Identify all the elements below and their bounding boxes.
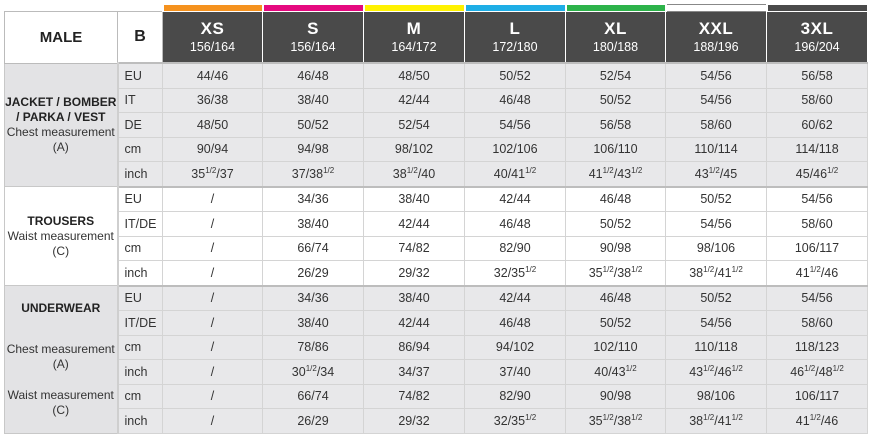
size-value-cell: 34/36	[263, 286, 364, 311]
size-height-range: 172/180	[492, 40, 538, 54]
size-value-cell: 54/56	[666, 63, 767, 88]
size-value-cell: 50/52	[465, 63, 566, 88]
size-value-cell: 110/114	[666, 137, 767, 162]
size-value-cell: 48/50	[364, 63, 465, 88]
size-header-3xl	[767, 12, 868, 64]
size-value-cell: $35^{1/2}/37$	[163, 162, 263, 187]
size-value-cell: 36/38	[163, 88, 263, 113]
size-value-cell: $40/43^{1/2}$	[566, 360, 666, 385]
size-value-cell: /	[163, 311, 263, 336]
category-cell	[5, 187, 118, 286]
unit-label: cm	[118, 335, 163, 360]
unit-label: inch	[118, 360, 163, 385]
unit-label: cm	[118, 236, 163, 261]
unit-label: EU	[118, 63, 163, 88]
size-value-cell: 26/29	[263, 409, 364, 434]
size-value-cell: 50/52	[566, 88, 666, 113]
size-value-cell: 98/106	[666, 384, 767, 409]
table-row	[5, 162, 868, 187]
table-row	[5, 187, 868, 212]
size-value-cell: $35^{1/2}/38^{1/2}$	[566, 261, 666, 286]
size-value-cell: 34/37	[364, 360, 465, 385]
size-value-cell: 86/94	[364, 335, 465, 360]
size-header-s	[263, 12, 364, 64]
size-value-cell: 66/74	[263, 384, 364, 409]
size-value-cell: $38^{1/2}/41^{1/2}$	[666, 261, 767, 286]
size-value-cell: 50/52	[566, 311, 666, 336]
table-row	[5, 137, 868, 162]
table-row	[5, 286, 868, 311]
color-swatch-xs	[163, 5, 263, 12]
unit-label: cm	[118, 384, 163, 409]
unit-label: IT/DE	[118, 311, 163, 336]
size-value-cell: 110/118	[666, 335, 767, 360]
category-title: TROUSERS	[27, 213, 95, 228]
size-value-cell: 26/29	[263, 261, 364, 286]
size-value-cell: $32/35^{1/2}$	[465, 409, 566, 434]
size-value-cell: $30^{1/2}/34$	[263, 360, 364, 385]
size-value-cell: $38^{1/2}/40$	[364, 162, 465, 187]
size-value-cell: 54/56	[465, 113, 566, 138]
unit-label: cm	[118, 137, 163, 162]
size-value-cell: 46/48	[566, 187, 666, 212]
size-value-cell: 82/90	[465, 384, 566, 409]
unit-label: DE	[118, 113, 163, 138]
size-value-cell: $35^{1/2}/38^{1/2}$	[566, 409, 666, 434]
size-value-cell: 90/98	[566, 236, 666, 261]
unit-label: inch	[118, 261, 163, 286]
size-height-range: 196/204	[794, 40, 840, 54]
size-value-cell: 58/60	[767, 311, 868, 336]
size-value-cell: 42/44	[465, 187, 566, 212]
unit-label: inch	[118, 409, 163, 434]
measurement-note: Chest measurement (A)	[6, 124, 115, 154]
size-height-range: 156/164	[189, 40, 236, 54]
unit-label: EU	[118, 187, 163, 212]
size-value-cell: 44/46	[163, 63, 263, 88]
size-value-cell: 102/110	[566, 335, 666, 360]
color-swatch-xxl	[666, 5, 767, 12]
size-value-cell: 66/74	[263, 236, 364, 261]
table-row	[5, 409, 868, 434]
size-value-cell: 82/90	[465, 236, 566, 261]
size-value-cell: 29/32	[364, 409, 465, 434]
size-value-cell: /	[163, 384, 263, 409]
size-value-cell: 106/117	[767, 236, 868, 261]
size-header-xs	[163, 12, 263, 64]
measurement-note: Waist measurement (C)	[7, 228, 114, 258]
size-value-cell: 74/82	[364, 236, 465, 261]
size-value-cell: $41^{1/2}/43^{1/2}$	[566, 162, 666, 187]
unit-label: inch	[118, 162, 163, 187]
size-value-cell: /	[163, 335, 263, 360]
header-row	[5, 12, 868, 64]
size-value-cell: 38/40	[364, 286, 465, 311]
size-value-cell: 50/52	[666, 187, 767, 212]
size-value-cell: 48/50	[163, 113, 263, 138]
size-value-cell: 46/48	[465, 88, 566, 113]
size-value-cell: 46/48	[465, 212, 566, 237]
gender-label: MALE	[5, 12, 118, 64]
size-value-cell: 98/102	[364, 137, 465, 162]
size-value-cell: 106/110	[566, 137, 666, 162]
size-value-cell: 94/102	[465, 335, 566, 360]
size-value-cell: $40/41^{1/2}$	[465, 162, 566, 187]
size-name: 3XL	[800, 19, 834, 38]
size-value-cell: 56/58	[566, 113, 666, 138]
size-value-cell: 58/60	[767, 212, 868, 237]
size-value-cell: /	[163, 360, 263, 385]
size-header-xxl	[666, 12, 767, 64]
size-value-cell: 46/48	[263, 63, 364, 88]
table-row	[5, 88, 868, 113]
table-row	[5, 212, 868, 237]
size-value-cell: 50/52	[263, 113, 364, 138]
size-value-cell: /	[163, 236, 263, 261]
size-value-cell: 34/36	[263, 187, 364, 212]
table-row	[5, 63, 868, 88]
table-row	[5, 335, 868, 360]
size-value-cell: 54/56	[767, 286, 868, 311]
size-value-cell: 38/40	[263, 212, 364, 237]
size-value-cell: /	[163, 409, 263, 434]
size-value-cell: 102/106	[465, 137, 566, 162]
category-title: UNDERWEAR	[21, 300, 101, 315]
size-value-cell: 58/60	[767, 88, 868, 113]
size-value-cell: $37/38^{1/2}$	[263, 162, 364, 187]
table-row	[5, 113, 868, 138]
size-value-cell: 54/56	[666, 212, 767, 237]
size-value-cell: 106/117	[767, 384, 868, 409]
size-value-cell: 94/98	[263, 137, 364, 162]
size-value-cell: $41^{1/2}/46$	[767, 409, 868, 434]
size-value-cell: 50/52	[666, 286, 767, 311]
measurement-note: Waist measurement (C)	[7, 387, 114, 417]
table-row	[5, 261, 868, 286]
size-height-range: 156/164	[290, 40, 336, 54]
size-value-cell: 52/54	[364, 113, 465, 138]
size-value-cell: $43^{1/2}/46^{1/2}$	[666, 360, 767, 385]
color-swatch-s	[263, 5, 364, 12]
size-value-cell: 54/56	[666, 311, 767, 336]
size-value-cell: 46/48	[465, 311, 566, 336]
measure-b-label: B	[118, 12, 163, 64]
size-value-cell: /	[163, 212, 263, 237]
unit-label: EU	[118, 286, 163, 311]
size-value-cell: 38/40	[263, 88, 364, 113]
unit-label: IT/DE	[118, 212, 163, 237]
table-row	[5, 311, 868, 336]
table-row	[5, 360, 868, 385]
size-height-range: 188/196	[693, 40, 739, 54]
size-value-cell: 50/52	[566, 212, 666, 237]
size-value-cell: 29/32	[364, 261, 465, 286]
size-value-cell: 38/40	[364, 187, 465, 212]
color-swatch-m	[364, 5, 465, 12]
size-value-cell: $46^{1/2}/48^{1/2}$	[767, 360, 868, 385]
table-row	[5, 236, 868, 261]
size-value-cell: 90/98	[566, 384, 666, 409]
size-value-cell: 52/54	[566, 63, 666, 88]
color-swatch-l	[465, 5, 566, 12]
size-value-cell: /	[163, 187, 263, 212]
size-value-cell: $43^{1/2}/45$	[666, 162, 767, 187]
size-value-cell: 118/123	[767, 335, 868, 360]
size-value-cell: 54/56	[666, 88, 767, 113]
size-name: M	[406, 19, 422, 38]
size-value-cell: 98/106	[666, 236, 767, 261]
size-value-cell: 37/40	[465, 360, 566, 385]
color-swatch-xl	[566, 5, 666, 12]
size-value-cell: 54/56	[767, 187, 868, 212]
size-value-cell: 74/82	[364, 384, 465, 409]
unit-label: IT	[118, 88, 163, 113]
size-height-range: 164/172	[391, 40, 437, 54]
size-value-cell: $41^{1/2}/46$	[767, 261, 868, 286]
size-value-cell: 42/44	[364, 311, 465, 336]
size-value-cell: 42/44	[364, 88, 465, 113]
size-value-cell: /	[163, 261, 263, 286]
size-value-cell: $45/46^{1/2}$	[767, 162, 868, 187]
size-value-cell: 58/60	[666, 113, 767, 138]
size-name: XL	[604, 19, 627, 38]
size-value-cell: $32/35^{1/2}$	[465, 261, 566, 286]
size-value-cell: 90/94	[163, 137, 263, 162]
size-header-l	[465, 12, 566, 64]
size-value-cell: 56/58	[767, 63, 868, 88]
size-name: L	[509, 19, 521, 38]
table-row	[5, 384, 868, 409]
size-value-cell: /	[163, 286, 263, 311]
color-swatch-3xl	[767, 5, 868, 12]
size-value-cell: $38^{1/2}/41^{1/2}$	[666, 409, 767, 434]
size-header-xl	[566, 12, 666, 64]
size-value-cell: 38/40	[263, 311, 364, 336]
size-chart-table	[4, 4, 869, 434]
size-name: XXL	[698, 19, 734, 38]
size-header-m	[364, 12, 465, 64]
category-cell	[5, 63, 118, 187]
size-value-cell: 60/62	[767, 113, 868, 138]
category-title: JACKET / BOMBER / PARKA / VEST	[5, 94, 117, 124]
size-name: S	[307, 19, 319, 38]
size-color-bar	[5, 5, 868, 12]
size-value-cell: 46/48	[566, 286, 666, 311]
category-cell	[5, 286, 118, 434]
size-value-cell: 78/86	[263, 335, 364, 360]
measurement-note: Chest measurement (A)	[6, 341, 115, 371]
size-name: XS	[200, 19, 225, 38]
size-value-cell: 42/44	[465, 286, 566, 311]
size-value-cell: 42/44	[364, 212, 465, 237]
size-height-range: 180/188	[592, 40, 639, 54]
size-value-cell: 114/118	[767, 137, 868, 162]
